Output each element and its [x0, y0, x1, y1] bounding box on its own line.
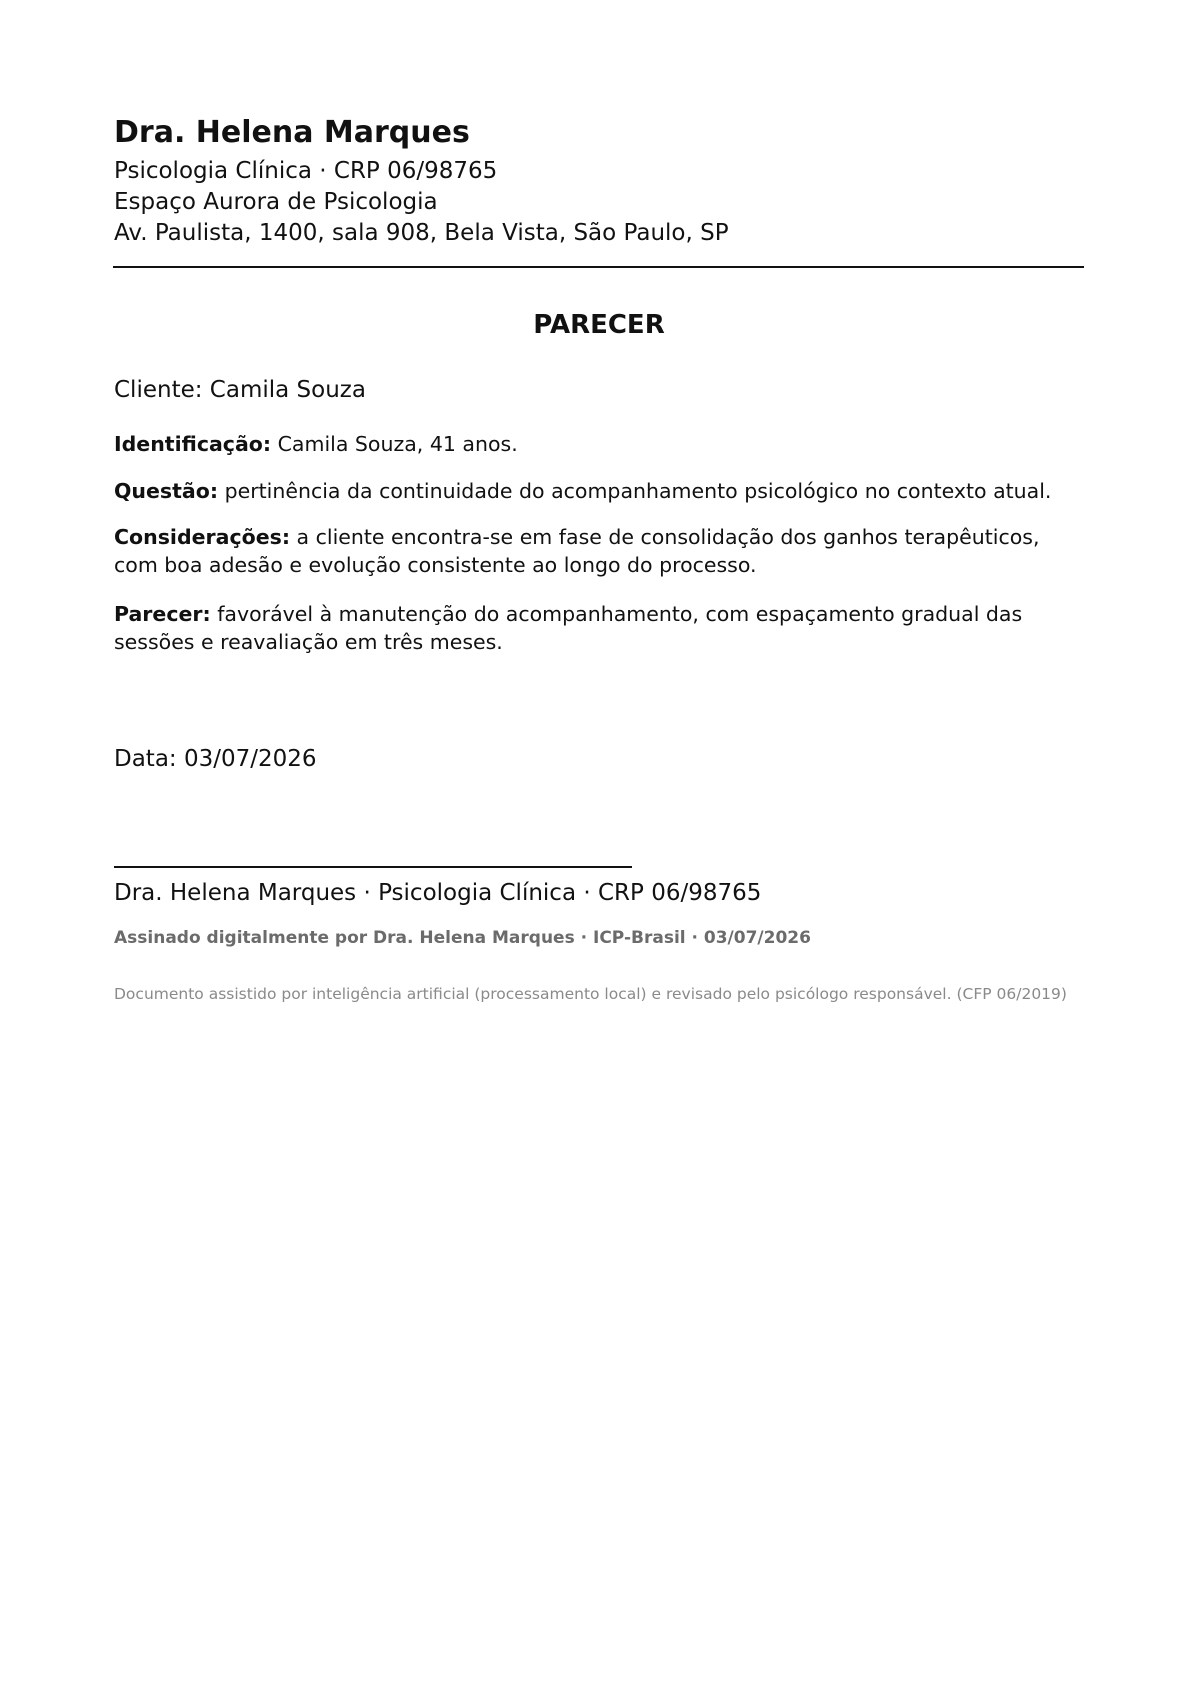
client-line: Cliente: Camila Souza [114, 377, 366, 403]
digital-signature-note: Assinado digitalmente por Dra. Helena Marques · ICP-Brasil · 03/07/2026 [114, 928, 811, 948]
ai-disclaimer-footnote: Documento assistido por inteligência artificial (processamento local) e revisado pelo psicólogo responsável. (CFP 06/2019) [114, 985, 1067, 1003]
section-label: Identificação: [114, 432, 272, 456]
clinic-address: Av. Paulista, 1400, sala 908, Bela Vista, São Paulo, SP [114, 220, 729, 246]
section-text: pertinência da continuidade do acompanhamento psicológico no contexto atual. [218, 479, 1052, 503]
section-label: Questão: [114, 479, 219, 503]
section-text: Camila Souza, 41 anos. [271, 432, 518, 456]
section-identificacao [114, 430, 1089, 458]
psychologist-name: Dra. Helena Marques [114, 115, 470, 150]
document-title: PARECER [533, 310, 665, 340]
section-label: Parecer: [114, 602, 211, 626]
section-label: Considerações: [114, 525, 291, 549]
clinic-name: Espaço Aurora de Psicologia [114, 189, 438, 215]
signature-name: Dra. Helena Marques · Psicologia Clínica · CRP 06/98765 [114, 880, 762, 906]
document-date: Data: 03/07/2026 [114, 746, 317, 772]
section-questao [114, 477, 1089, 505]
section-text: favorável à manutenção do acompanhamento, com espaçamento gradual das sessões e reavaliação em três meses. [114, 602, 1023, 654]
signature-line [114, 866, 632, 868]
section-parecer [114, 600, 1089, 656]
section-text: a cliente encontra-se em fase de consolidação dos ganhos terapêuticos, com boa adesão e evolução consistente ao longo do processo. [114, 525, 1040, 577]
section-consideracoes [114, 523, 1089, 579]
specialty-registration: Psicologia Clínica · CRP 06/98765 [114, 158, 498, 184]
header-divider [113, 266, 1084, 268]
